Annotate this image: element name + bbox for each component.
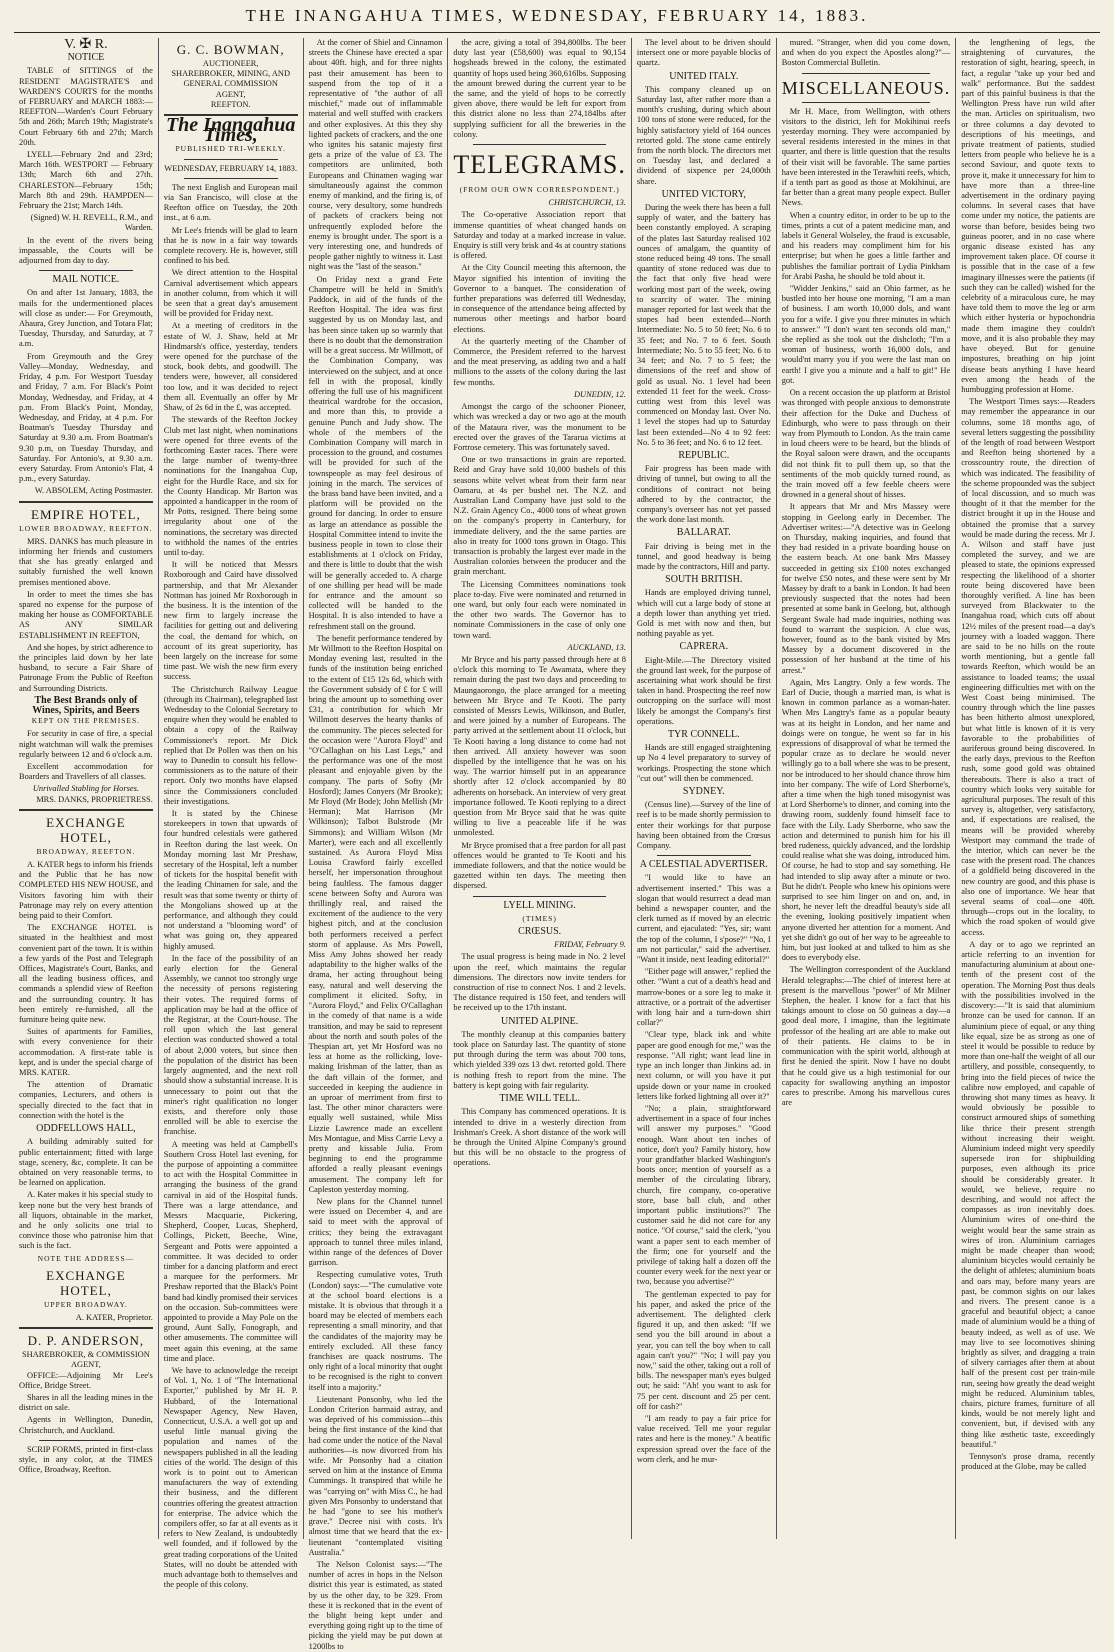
south-british-heading: SOUTH BRITISH.: [665, 574, 743, 586]
empire-hotel-stabling: Unrivalled Stabling for Horses.: [32, 784, 139, 794]
column-5: [631, 38, 776, 1539]
article: The next English and European mail via San Francisco, will close at the Reefton office on Tuesday, the 20th inst., at 6 a.m.: [163, 182, 298, 223]
exchange-hotel-body-5: A building admirably suited for public entertainment; fitted with large stage, scenery, &c, complete. It can be obtained on very reasonable terms, to be learned on application.: [19, 1137, 153, 1188]
celestial-advertiser-heading: A CELESTIAL ADVERTISER.: [639, 859, 768, 871]
dateline: CHRISTCHURCH, 13.: [548, 198, 626, 208]
article: At the corner of Shiel and Cinnamon streets the Chinese have erected a spar about 40ft. high, and for three nights past their amusement has been to suspend from the top of it a representative of "the author of all mischief," made out of inflammable material and well stuffed with crackers and other explosives. At this they shy lighted packets of crackers, and the one who ignites his satanic majesty first gets a prize of the value of £3. The competitors are unlimited, both Europeans and Chinamen waging war simultaneously against the common enemy of mankind, and the firing is, of course, very desultory, some hundreds of packets of crackers being not unfrequently exploded before the enemy is brought under. The sport is a very interesting one, and hundreds of people gather nightly to witness it. Last night was the "last of the season.": [308, 38, 443, 272]
united-victory-heading: UNITED VICTORY,: [661, 188, 747, 200]
mining-report: (Census line).—Survey of the line of reef is to be made shortly permission to enter their workings for that purpose having been obtained from the Crœsus Company.: [636, 800, 771, 851]
republic-heading: REPUBLIC.: [678, 449, 730, 461]
divider: [473, 144, 606, 145]
mining-report: The usual progress is being made in No. 2 level upon the reef, which maintains the regular dimensions. The directors now invite tenders for construction of rise to connect Nos. 1 and 2 levels. The distance required is 150 feet, and tenders will be received up to the 17th instant.: [453, 952, 626, 1013]
telegram: Amongst the cargo of the schooner Pioneer, which was wrecked a day or two ago at the mouth of the Mataura river, was the monument to be erected over the graves of the Tararua victims at Fortrose cemetery. This was fortunately saved.: [453, 402, 626, 452]
lyell-mining-heading: LYELL MINING.: [503, 899, 576, 911]
article: Lieutenant Ponsonby, who led the London Criterion barmaid astray, and was deprived of his commission—this being the first instance of the kind that had come under the notice of the Naval authorities—is now divorced from his wife. Mr Ponsonby had a citation served on him at the instance of Emma Cummings. It transpired that while he was "carrying on" with Miss C., he had given Mrs Ponsonby to understand that he had "gone to see his mother's grave." Decree nisi with costs. It's almost time that we heard that the ex-lieutenant "contemplated visiting Australia.": [308, 1394, 443, 1557]
notice-rivers: In the event of the rivers being impassable, the Courts will be adjourned from day to day.: [19, 235, 153, 266]
dateline: DUNEDIN, 12.: [574, 389, 626, 399]
exchange-hotel-body-4: The attention of Dramatic companies, Lecturers, and others is specially directed to the fact that in connection with the hotel is the: [19, 1080, 153, 1120]
column-4: [447, 38, 631, 1539]
united-italy-heading: UNITED ITALY.: [669, 70, 739, 82]
article: It appears that Mr and Mrs Massey were stopping in Geelong early in December. The Advertiser writes:—"A detective was in Geelong on Thursday, making inquiries, and found that they had resided in a private boarding house on the eastern beach. At one bank Mrs Massey succeeded in getting six £100 notes exchanged for twelve £50 notes, and these were sent by Mr Massey by draft to a bank in London. It had been previously suspected that the notes had been presented at some bank in Geelong, but, although Sergeant Swale had made inquiries, nothing was found to warrant the suspicion. A clue was, however, found as to the bank visited by Mrs Massey by a document discovered in the possession of her husband at the time of his arrest.": [781, 502, 951, 675]
article: A day or to ago we reprinted an article referring to an invention for manufacturing aluminium at about one-tenth of the present cost of the operation. The Morning Post thus deals with the possibilities involved in the discovery:—"It is said that aluminium bronze can be used for cannon. If an aluminium piece of equal, or any thing like equal, size be as strong as one of steel it would be possible to reduce by more than one-half the weight of all our artillery, and possible, consequently, to bring into the field pieces of twice the calibre now employed, and capable of throwing shot many times as heavy. It would obviously be possible to construct armoured ships of something like thrice their present strength without increasing their weight. Aluminium indeed might very speedily supersede iron for shipbuilding purposes, even although its price should be considerably greater. It would, we believe, require no describing, and would not affect the compasses as iron inevitably does. Aluminium wires of one-third the weight would bear the same strain as wires of iron. Aluminium carriages might be made cheaper than wood; aluminium bicycles would certainly be the delight of athletes; aluminium boats and oars may, before many years are past, be common sights on our lakes and rivers. The present canoe is a graceful and beautiful object; a canoe made of aluminium would be a thing of beauty indeed, as well as of use. We may live to see locomotives shining brightly as silver, and dragging a train of silvery carriages after them at about half of the present cost per train-mile run, seeing how greatly the dead weight might be reduced. Aluminium tables, chairs, picture frames, furniture of all kinds, would be not merely light and convenient, but, if devised with any thing like æsthetic taste, exceedingly beautiful.": [961, 939, 1095, 1449]
divider: [802, 102, 931, 103]
croesus-heading: CRŒSUS.: [518, 926, 562, 938]
article: Mr Lee's friends will be glad to learn that he is now in a fair way towards complete recovery. He is, however, still confined to his bed.: [163, 225, 298, 266]
mail-notice-title: MAIL NOTICE.: [52, 274, 120, 286]
paper-dateline: WEDNESDAY, FEBRUARY 14, 1883.: [164, 163, 298, 173]
article: "Either page will answer," replied the other. "Want a cut of a death's head and marrow-bones or a sore leg to make it attractive, or a portrait of the advertiser with long hair and a turn-down shirt collar?": [636, 967, 771, 1028]
mining-report: Hands are still engaged straightening up No 4 level preparatory to survey of workings. Prospecting the stone which "cut out" will then be commenced.: [636, 743, 771, 783]
column-7: [955, 38, 1100, 1539]
tyr-connell-heading: TYR CONNELL.: [667, 729, 740, 740]
mining-report: Fair driving is being met in the tunnel, and good headway is being made by the contractors, Hill and party.: [636, 541, 771, 571]
exchange-hotel-body: A. KATER begs to inform his friends and the Public that he has now COMPLETED HIS NEW HOUSE, and Visitors favoring him with their Patronage may rely on every attention being paid to their Comfort.: [19, 860, 153, 921]
article: On Friday next a grand Fete Champetre will be held in Smith's Paddock, in aid of the funds of the Reefton Hospital. The idea was first suggested by us on Monday last, and has been since taken up so warmly that there is no doubt that the demonstration will be a great success. Mr Willmott, of the Combination Company, was interviewed on the subject, and at once fell in with the proposal, kindly offering the full use of his magnificent theatrical wardrobe for the occasion, and more than this, to provide a genuine Punch and Judy show. The whole of the members of the Combination Company will march in procession to the ground, and costumes will be provided for such of the townspeople as may feel desirous of joining in the march. The services of the brass band have been invited, and a platform will be provided on the ground for dancing. In order to ensure as large an attendance as possible the Hospital Committee intend to invite the business people in town to close their establishments at 1 o'clock on Friday, and there is little to doubt that the wish will be generally acceded to. A charge of one shilling per head will be made for entrance and the amount so collected will be handed to the Hospital. It is also intended to have a refreshment stall on the ground.: [308, 274, 443, 631]
article: It is stated by the Chinese storekeepers in town that upwards of four hundred celestials were gathered in Reefton during the last week. On Monday morning last Mr Preshaw, secretary of the Hospital, left a number of tickets for the hospital benefit with the leading Chinamen for sale, and the result was that some twenty or thirty of the Mongolians showed up at the performance, and although they could not understand a "blooming word" of what was going on, they appeared highly amused.: [163, 809, 298, 951]
telegrams-subheading: (FROM OUR OWN CORRESPONDENT.): [459, 185, 620, 195]
scrip-forms: SCRIP FORMS, printed in first-class style, in any color, at the TIMES Office, Broadway, Reefton.: [19, 1444, 153, 1475]
anderson-subtitle: SHAREBROKER, & COMMISSION AGENT,: [22, 1350, 150, 1370]
telegram: One or two transactions in grain are reported. Reid and Gray have sold 10,000 bushels of this seasons white velvet wheat from their farm near Oamaru, at 4s per bushel net. The N.Z. and Australian Land Company have just sold to the N.Z. Grain Agency Co., 4000 tons of wheat grown on the company's property in Canterbury, for immediate delivery, and the the same parties are also in treaty for 1000 tons grown in Otago. This transaction is probably the largest ever made in the Australian colonies between the producer and the grain merchant.: [453, 455, 626, 577]
article: When a country editor, in order to be up to the times, prints a cut of a patent medicine man, and labels it General Wolseley, the fraud is excusable, and his readers may compliment him for his enterprise; but when he goes a little farther and publishes the familiar portrait of Lydia Pinkham for Arabi Pasha, he should be told about it.: [781, 210, 951, 281]
exchange-hotel-note: NOTE THE ADDRESS—: [37, 1253, 135, 1263]
divider: [19, 1327, 153, 1329]
paper-title: The Inangahua Times,: [165, 114, 296, 147]
article: Mr H. Mace, from Wellington, with others visitors to the district, left for Mokihinui reefs yesterday morning. They were accompanied by several residents interested in the mines in that quarter, and there is little question that the results of their visit will be favorable. The same parties have been interested in the Terawhiti reefs, which, if a tenth part as good as those at Mokihinui, are far better than a great many people expect. Buller News.: [781, 106, 951, 208]
divider: [39, 1440, 133, 1441]
bowman-line: SHAREBROKER, MINING, AND: [171, 69, 291, 79]
exchange-hotel-title: EXCHANGE HOTEL,: [46, 814, 126, 845]
article: The Nelson Colonist says:—"The number of acres in hops in the Nelson district this year is estimated, as stated by us the other day, to be 329. From these it is reckoned that in the event of the blight being kept under and everything going right up to the time of picking the yield may be put down at 1200lbs to: [308, 1560, 443, 1651]
column-6: [776, 38, 956, 1539]
article: "No; a plain, straightforward advertisement in a space of four inches will answer my purposes." "Good enough. Want about ten inches of notice, don't you? Family history, how your grandfather blacked Washington's boots once; mention of yourself as a member of the circulating library, church, fire company, co-operative store, base ball club, and other important public institutions?" The customer said he did not care for any notice. "Of course," said the clerk, "you want a paper sent to each member of the firm; one for yourself and the privilege of taking half a dozen off the counter every week for the next year or two, because you advertise?": [636, 1103, 771, 1287]
divider: [19, 809, 153, 811]
article: The Christchurch Railway League (through its Chairman), telegraphed last Wednesday to the Colonial Secretary to enquire when they would be enabled to obtain a copy of the Railway Commissioner's report. Mr Dick replied that Dr Pollen was then on his way to Dunedin to consult his fellow-commissioners as to the nature of their report. Only two months have elapsed since the Commissioners concluded their investigations.: [163, 684, 298, 806]
miscellaneous-heading: MISCELLANEOUS.: [781, 77, 951, 98]
united-alpine-heading: UNITED ALPINE.: [501, 1015, 579, 1027]
empire-hotel-body-2: In order to meet the times she has spared no expense for the purpose of making her house as COMFORTABLE AS ANY SIMILAR ESTABLISHMENT IN REEFTON,: [19, 589, 153, 640]
article: "Clear type, black ink and white paper are good enough for me," was the response. "All right; want lead line in type an inch longer than Jinkins ad. in next column, or will you have it put upside down or your name in crooked letters like forked lightning all over it?": [636, 1030, 771, 1101]
empire-hotel-body-3: And she hopes, by strict adherence to the principles laid down by her late husband, to secure a Fair Share of Patronage From the Public of Reefton and Surrounding Districts.: [19, 642, 153, 693]
telegram: At the City Council meeting this afternoon, the Mayor signified his intention of inviting the Governor to a banquet. The consideration of further preparations was deferred till Wednesday, in consequence of the attendance being affected by numerous other meetings and harbor board elections.: [453, 263, 626, 334]
column-2: [158, 38, 303, 1590]
notice-sittings: TABLE of SITTINGS of the RESIDENT MAGISTRATE'S and WARDEN'S COURTS for the months of FEBRUARY and MARCH 1883:— REEFTON—Warden's Court February 5th and 26th; March 19th; Magistrate's Court February 6th and 27th; March 20th.: [19, 66, 153, 147]
divider: [184, 159, 278, 160]
column-1: [14, 38, 158, 1539]
caprera-heading: CAPRERA.: [679, 641, 729, 653]
article: New plans for the Channel tunnel were issued on December 4, and are said to meet with the approval of critics; they being the extravagant approach to tunnel three miles inland, within range of the defences of Dover garrison.: [308, 1196, 443, 1268]
article: The stewards of the Reefton Jockey Club met last night, when nominations were opened for three events of the forthcoming Easter races. There were the large number of twenty-three nominations for the Inangahua Cup, eight for the Hurdle Race, and six for the County Handicap. Mr Barton was appointed a handicapper in the room of Mr Potts, resigned. There being some irregularity about one of the nominations, the secretary was directed to withhold the names of the entries until to-day.: [163, 415, 298, 557]
mail-notice-body: On and after 1st January, 1883, the mails for the undermentioned places will close as under:— For Greymouth, Ahaura, Grey Junction, and Totara Flat; Tuesday, Thursday, and Saturday, at 7 a.m.: [19, 288, 153, 349]
article: "Widder Jenkins," said an Ohio farmer, as he bustled into her house one morning, "I am a man of business. I am worth 10,000 dols, and want you for a wife. I give you three minutes in which to answer." "I don't want ten seconds old man," she replied as she took out the dishcloth; "I'm a woman of business, worth 16,000 dols, and would'nt marry you if you were the last man on earth! I give you a minute and a half to git!" He got.: [781, 284, 951, 385]
exchange-hotel-address-2: UPPER BROADWAY.: [44, 1299, 128, 1309]
notice-title: NOTICE: [67, 52, 105, 64]
column-3: [303, 38, 448, 1651]
empire-hotel-body-4: For security in case of fire, a special night watchman will walk the premises regularly between 12 and 6 o'clock a.m.: [19, 729, 153, 759]
mining-report: Hands are employed driving tunnel, which will cut a large body of stone at a depth lower than anything yet tried. Gold is met with now and then, but nothing payable as yet.: [636, 588, 771, 639]
ballarat-heading: BALLARAT.: [676, 527, 731, 539]
article: Again, Mrs Langtry. Only a few words. The Earl of Ducie, though a married man, is what is known in common parlance as a woman-hater. When Mrs Langtry's fame as a popular beauty was at its height in London, and her name and doings were on tongue, he went so far in his expressions of disapproval of what he termed the popular craze as to declare he would never willingly go to a ball where she was to be present, nor be introduced to her should chance throw him into her company. The wife of Lord Sherborne's, after a time when the high toned misogynist was at Lord Sherborne's to dinner, and coming into the drawing room, suddenly found himself face to face with the Lily. Lady Sherborne, who saw the action and determined to punish him for his ill bred rudeness, quickly advanced, and the lordship could realise what she was doing, introduced him. Of course, he had to stop and say something. He had intended to slip away after a minute or two. But he didn't. People who knew his opinions were surprised to see him linger on and on, and, in short, he never left the dreadful beauty's side all the evening, looking positively impatient when anyone diverted her attention for a moment. And yet she didn't go out of her way to be agreeable to him, but just looked at and talked to him as she does to everybody else.: [781, 677, 951, 963]
mining-report: During the week there has been a full supply of water, and the battery has been constantly employed. A scraping of the plates last Saturday realised 102 ounces of amalgam, the quantity of stone reduced being 49 tons. The small quantity of stone reduced was due to the fact that only five head were working most part of the week, owing to scarcity of water. The mining manager reported for last week that the stopes had been extended—North Intermediate: No. 5 to 50 feet; No. 6 to 35 feet; and No. 7 to 6 feet. South Intermediate; No. 5 to 55 feet; No. 6 to 34 feet; and No. 7 to 5 feet; the dimensions of the reef and show of gold as usual. No. 1 level had been extended 11 feet for the week. Cross-cutting west from this level was commenced on Monday last. Over No. 1 level the stopes had up to Saturday last been extended—No 4 to 92 feet: No. 5 to 36 feet; and No. 6 to 12 feet.: [636, 203, 771, 447]
article: On a recent occasion the up platform at Bristol was thronged with people anxious to demonstrate their affection for the Duke and Duchess of Edinburgh, who were to pass through on their way from Plymouth to London. As the train came in loud cheers were to be heard, but the blinds of the Royal saloon were drawn, and the occupants did not think fit to pull them up, so that the sentiments of the mob quickly turned round, as the train moved off a few feeble cheers were drowned in a general shout of hisses.: [781, 388, 951, 500]
anderson-body: OFFICE:—Adjoining Mr Lee's Office, Bridge Street.: [19, 1370, 153, 1390]
article: the lengthening of legs, the straightening of curvatures, the restoration of sight, hearing, speech, in fact, a regular "take up your bed and walk" performance. But the saddest part of this painful business is that the Wellington Press have run wild after the man. Articles on spiritualism, two or three columns a day devoted to descriptions of his meetings, and private treatment of patients, studied letters from people who believe he is a second Saviour, and quote texts to prove it, make it unnecessary for him to have more than a three-line advertisement in the ordinary paying columns. In several cases that have come under my notice, the patients are worse than before, besides being two guineas poorer, and in no case where organic disease existed has any improvement taken place. Of course it is possible that in the case of a few imaginary illnesses were the patients (if such they can be called) wished for the celebrity of a miraculous cure, he may have told them to move the leg or arm which either hysteria or hypochondria made them imagine they couldn't move, and it is also probable they may have obeyed. But for genuine impostures, breathing on hip joint disease beats anything I have heard even among the heads of the humbugging profession at Home.: [961, 38, 1095, 394]
mining-report: The level about to be driven should intersect one or more payable blocks of quartz.: [636, 38, 771, 68]
masthead-rule: [14, 32, 1100, 33]
article: Respecting cumulative votes, Truth (London) says:—"The cumulative vote at the school board elections is a mistake. It is obvious that through it a board may be elected of members each representing a small minority, and that the candidates of the majority may be entirely excluded. All these fancy franchises are quack nostrums. The only right of a local minority that ought to be recognised is the right to convert itself into a majority.": [308, 1270, 443, 1392]
exchange-hotel-address: BROADWAY, REEFTON.: [36, 846, 136, 856]
article: A meeting was held at Campbell's Southern Cross Hotel last evening, for the purpose of appointing a committee to act with the Hospital Committee in arranging the business of the grand carnival in aid of the Hospital funds. There was a large attendance, and Messrs Macquarie, Pickering, Shepherd, Cooper, Lucas, Shepherd, Collings, Pickett, Beeche, Wine, Sergeant and Potts were appointed a committee. It was decided to order timber for a dancing platform and erect a marquee for the performers. Mr Preshaw reported that the Black's Point band had kindly promised their services on the occasion. Sub-committees were appointed to provide a May Pole on the ground, Aunt Sally, Fonograph, and other amusements. The committee will meet again this evening, at the same time and place.: [163, 1139, 298, 1363]
article: The benefit performance tendered by Mr Willmott to the Reefton Hospital on Monday evening last, resulted in the funds of the institution being enriched to the extent of £15 12s 6d, which with the Government subsidy of £ for £ will bring the amount up to something over £31, a contribution for which Mr Willmott deserves the hearty thanks of the community. The pieces selected for the occasion were "Aurora Floyd" and "O'Callaghan on his Last Legs," and the performance was one of the most pleasant and enjoyable given by the company. The parts of Softy (Mr Hosford); James Conyers (Mr Brooke); Mr Floyd (Mr Bode); John Mellish (Mr Herman); Mat Harrison (Mr Wilkinson); Talbot Bulstrode (Mr Simmons); and William Wilson (Mr Marter), were each and all excellently sustained. As Aurora Floyd Miss Louisa Crawford fairly excelled herself, her impersonation throughout being faultless. The famous dagger scene between Softy and Aurora was thrillingly real, and raised the excitement of the audience to the very highest pitch, and at the conclusion both performers received a perfect storm of applause. As Mrs Powell, Miss Amy Johns showed her ready adaptability to the higher walks of the drama, her acting throughout being easy, natural and well deserving the compliment it elicited. Softy, in "Aurora Floyd," and Felix O'Callaghan in the comedy of that name is a wide transition, and may be said to represent about the north and south poles of the Thespian art, yet Mr Hosford was no less at home as the rollicking, love-making Irishman of the latter, than as the daft villain of the former, and succeeded in keeping the audience in an uproar of merriment from first to last. The other minor characters were equally well sustained, while Miss Lizzie Lawrence made an excellent Mrs Montague, and Miss Carrie Levy a pretty and kissable Julia. From beginning to end the programme afforded a really pleasant evenings amusement. The company left for Capleston yesterday morning.: [308, 633, 443, 1194]
bowman-line: AGENT,: [215, 89, 246, 99]
anderson-body-2: Shares in all the leading mines in the district on sale.: [19, 1392, 153, 1413]
anderson-body-3: Agents in Wellington, Dunedin, Christchurch, and Auckland.: [19, 1415, 153, 1435]
divider: [473, 896, 606, 897]
mining-report: This Company has commenced operations. It is intended to drive in a westerly direction from Irishman's Creek. A short distance of the work will be through the United Alpine Company's ground but this will be no obstacle to the progress of operations.: [453, 1107, 626, 1168]
paper-subtitle: PUBLISHED TRI-WEEKLY.: [175, 144, 286, 154]
masthead: THE INANGAHUA TIMES, WEDNESDAY, FEBRUARY 14, 1883.: [245, 6, 869, 25]
divider: [19, 501, 153, 503]
article: It will be noticed that Messrs Roxborough and Caird have dissolved partnership, and that Mr Alexander Nottman has joined Mr Roxborough in the business. It is the intention of the new firm to largely increase the facilities for getting out and delivering the coal, the demand for which, on account of its great superiority, has been largely on the increase for some time past. We wish the new firm every success.: [163, 560, 298, 682]
divider: [802, 73, 931, 74]
mail-notice-signature: W. ABSOLEM, Acting Postmaster.: [34, 486, 153, 496]
lyell-mining-sub: (TIMES): [522, 913, 557, 923]
bowman-line: AUCTIONEER,: [202, 59, 259, 68]
telegram: The Co-operative Association report that immense quantities of wheat changed hands on Saturday and today at a marked increase in value. Enquiry is still very brisk and 4s at country stations is offered.: [453, 210, 626, 261]
oddfellows-hall: ODDFELLOWS HALL,: [36, 1123, 136, 1135]
mail-notice-body-2: From Greymouth and the Grey Valley—Monday, Wednesday, and Friday, 4 p.m. For Westport Tuesday and Friday, 7 a.m. For Black's Point Monday, Wednesday, and Friday, at 4 p.m. From Black's Point, Monday, Wednesday, and Friday, at 4 p.m. For Boatman's Tuesday Thursday and Saturday at 9.30 a.m. From Boatman's 9.30 p.m, on Tuesday Thursday, and Saturday. For Antonio's, at 9.30 a.m. every Saturday. From Antonio's Flat, 4 p.m., every Saturday.: [19, 351, 153, 484]
empire-hotel-signature: MRS. DANKS, PROPRIETRESS.: [36, 794, 153, 804]
exchange-hotel-title-2: EXCHANGE HOTEL,: [46, 1267, 126, 1298]
article: The Westport Times says:—Readers may remember the appearance in our columns, some 18 months ago, of several letters suggesting the possibility of the length of road between Westport and Reefton being shortened by a crosscountry route, the direction of which was indicated. The feasibility of the scheme propounded was the subject of local discussion, and so much was thought of it that the member for the district brought it up in the House and obtained the promise that a survey would be made during the recess. Mr J. A. Wilson and staff have just completed the survey, and we are pleased to state, the opinions expressed respecting the likelihood of a shorter route being discovered have been thoroughly verified. A line has been surveyed from Blackwater to the Inangahua road, which cuts off about 12½ miles of the present road—a day's journey with a loaded waggon. There are said to be no hills on the route worth mentioning, but a gentle fall towards Reefton, which would be an assistance to loaded teams; the usual engineering difficulties met with on the West Coast being minimised. The country through which the line passes has been hitherto almost unexplored, but what little is known of it is very favorable to the probabilities of auriferous ground being discovered. In the early days, previous to the Reefton rush, some good gold was obtained thereabouts. There is also a tract of country which looks very suitable for agricultural purposes. The result of this survey is, altogether, very satisfactory, and, if expectations are realised, the means will be provided whereby Westport may command the trade of the interior, which can never be the case with the present road. The chances of a goldfield being discovered in the new country are good, and this phase is also one of importance. We hear that several seams of coal—one 40ft. through—crops out in the locality, to which the road spoken of would give access.: [961, 397, 1095, 937]
time-will-tell-heading: TIME WILL TELL.: [499, 1093, 580, 1105]
sydney-heading: SYDNEY.: [682, 786, 725, 798]
mining-report: Eight-Mile.—The Directory visited the ground last week, for the purpose of ascertaining what work should be first taken in hand. Prospecting the reef now outcropping on the surface will most likely be amongst the Company's first operations.: [636, 655, 771, 726]
article: We direct attention to the Hospital Carnival advertisement which appears in another column, from which it will be seen that a great day's amusement will be provided for Friday next.: [163, 268, 298, 319]
dateline: FRIDAY, February 9.: [554, 940, 626, 950]
divider: [184, 178, 278, 179]
empire-hotel-title: EMPIRE HOTEL,: [31, 506, 141, 522]
divider: [657, 855, 751, 856]
anderson-title: D. P. ANDERSON,: [27, 1333, 145, 1349]
article: We have to acknowledge the receipt of Vol. 1, No. 1 of "The International Exporter," published by Mr H. P. Hubbard, of the International Newspaper Agency, New Haven, Connecticut, U.S.A. a well got up and useful little manual giving the population and names of the newspapers published in all the leading cities of the world. The design of this work is to point out to American manufacturers the way of extending their business, and the different countries offering the greatest attraction for enterprise. The advice which the compilers offer, so far at all events as it refers to New Zealand, is undoubtedly well founded, and if followed by the great trading corporations of the United States, will no doubt be attended with much advantage both to themselves and the people of this colony.: [163, 1365, 298, 1590]
article: At a meeting of creditors in the estate of W. J. Shaw, held at Mr Hindmarsh's office, yesterday, tenders were opened for the purchase of the stock, book debts, and goodwill. The tenders were, however, all considered too low, and it was decided to reject them all. Eventually an offer by Mr Shaw, of 2s 6d in the £, was accepted.: [163, 321, 298, 413]
exchange-hotel-body-6: A. Kater makes it his special study to keep none but the very best brands of all liquors, obtainable in the market, and he only solicits one trial to convince those who patronise him that such is the fact.: [19, 1190, 153, 1251]
notice-sittings-2: LYELL—February 2nd and 23rd; March 16th. WESTPORT — February 13th; March 6th and 27th. CHARLESTON—February 15th; March 8th and 29th. HAMPDEN—February the 21st; March 14th.: [19, 150, 153, 211]
telegram: Mr Bryce and his party passed through here at 8 o'clock this morning to Te Awamata, where they remain during the past two days and proceeding to Maungaorongo, the place arranged for a meeting between Mr Bryce and Te Kooti. The party consisted of Messrs Lewis, Wilkinson, and Butler, and were joined by a number of Europeans. The party arrived at the settlement about 11 o'clock, but Te Kooti having a long distance to come had not then arrived. All anxiety however was soon dispelled by the intelligence that he was on his way. The warrior himself put in an appearance shortly after 12 o'clock accompanied by 80 adherents on horseback. An interview of very great importance followed. Te Kooti replying to a direct question from Mr Bryce said that he was quite willing to live a peaceable life if he was unmolested.: [453, 654, 626, 838]
empire-hotel-kept: KEPT ON THE PREMISES.: [31, 716, 141, 726]
exchange-hotel-body-3: Suites of apartments for Families, with every convenience for their accommodation. A first-rate table is kept, and is under the special charge of MRS. KATER.: [19, 1027, 153, 1078]
bowman-title: G. C. BOWMAN,: [176, 42, 285, 57]
telegrams-heading: TELEGRAMS.: [453, 150, 626, 180]
article: "I would like to have an advertisement inserted." This was a slogan that would resurrect a dead man behind a newspaper counter, and the clerk turned as if moved by an electric current, and ejaculated: "Yes, sir; want the top of the column, I s'pose?" "No, I am not particular," said the advertiser. "Want it inside, next leading editorial?": [636, 873, 771, 965]
article: In the face of the possibility of an early election for the General Assembly, we cannot too strongly urge the necessity of persons registering their votes. The required forms of application may be had at the office of the Registrar, at the Court-house. The roll upon which the last general election was conducted showed a total of about 2,000 voters, but since then the population of the district has been largely augmented, and the next roll should show a substantial increase. It is unnecessary to point out that the miner's right qualification no longer exists, and therefore only those enrolled will be able to exercise the franchise.: [163, 953, 298, 1137]
article: Tennyson's prose drama, recently produced at the Globe, may be called: [961, 1452, 1095, 1472]
exchange-hotel-signature: A. KATER, Proprietor.: [75, 1312, 153, 1322]
exchange-hotel-body-2: The EXCHANGE HOTEL is situated in the healthiest and most convenient part of the town. It is within a few yards of the Post and Telegraph Offices, Magistrate's Court, Banks, and all the leading business offices, and commands a splendid view of Reefton and the surrounding country. It has been entirely re-furnished, all the furniture being quite new.: [19, 923, 153, 1025]
article: mured. "Stranger, when did you come down, and when do you expect the Apostles along?"—Boston Commercial Bulletin.: [781, 38, 951, 68]
mining-report: This company cleaned up on Saturday last, after rather more than a month's crushing, during which about 100 tons of stone were reduced, for the highly satisfactory yield of 164 ounces retorted gold. The stone came entirely from the north block. The directors met on Tuesday last, and declared a dividend of sixpence per 24,000th share.: [636, 84, 771, 186]
article: "I am ready to pay a fair price for value received. Tell me your regular rates and here is the money." A beatific expression spread over the face of the worn clerk, and he mur-: [636, 1414, 771, 1464]
telegram: Mr Bryce promised that a free pardon for all past offences would be granted to Te Kooti and his immediate followers, and that the notice would be gazetted within ten days. The meeting then dispersed.: [453, 840, 626, 891]
empire-hotel-brands: The Best Brands only of Wines, Spirits, and Beers: [32, 694, 140, 716]
mining-report: The monthly cleanup at this companies battery took place on Saturday last. The quantity of stone put through during the term was about 700 tons, which yielded 339 ozs 13 dwt. retorted gold. There is nothing fresh to report from the mine. The battery is kept going with fair regularity.: [453, 1029, 626, 1090]
columns: [14, 37, 1100, 1651]
empire-hotel-body: MRS. DANKS has much pleasure in informing her friends and customers that she has greatly enlarged and suitably furnished the well known premises mentioned above.: [19, 536, 153, 587]
empire-hotel-address: LOWER BROADWAY, REEFTON.: [19, 523, 153, 533]
notice-signature: (Signed) W. H. REVELL, R.M., and Warden.: [30, 213, 153, 233]
empire-hotel-body-5: Excellent accommodation for Boarders and Travellers of all classes.: [19, 762, 153, 782]
bowman-line: GENERAL COMMISSION: [183, 79, 278, 89]
article: The Wellington correspondent of the Auckland Herald telegraphs:—The chief of interest here at present is the marvellous "power" of Mr Milner Stephen, the healer. I know for a fact that his takings amount to close on 50 guineas a day—a good deal more, I imagine, than the legitimate professor of the healing art are able to make out of their patients. He claims to be in communication with the spirit world, although at first he denied the spirit. Now I have no doubt that he could give us a high testimonial for our capacity for swallowing anything an impostor cares to prescribe. Among his marvellous cures are: [781, 965, 951, 1108]
mining-report: Fair progress has been made with driving of tunnel, but owing to all the conditions of contract not being adhered to by the contractor, the company's overseer has not yet passed the work done last month.: [636, 464, 771, 525]
telegram: The Licensing Committees nominations took place to-day. Five were nominated and returned in one ward, but only four each were nominated in the other two wards. The Governor has to nominate Commissioners in the case of only one town ward.: [453, 579, 626, 640]
dateline: AUCKLAND, 13.: [567, 642, 626, 652]
article: the acre, giving a total of 394,800lbs. The beer duty last year (£58,600) was equal to 90,154 hogsheads brewed in the colony, the estimated quantity of hops used being 360,616lbs. Supposing the amount brewed during the current year to be the same, and the yield of hops to be correctly given above, there would be left for export from this district alone no less than 274,184lbs after supplying sufficient for all the breweries in the colony.: [453, 38, 626, 139]
bowman-line: REEFTON.: [210, 99, 251, 109]
telegram: At the quarterly meeting of the Chamber of Commerce, the President referred to the harvest and the meat preserving, as adding two and a half millions to the assets of the colony during the last few months.: [453, 336, 626, 387]
royal-crest: V. ✠ R.: [64, 37, 108, 52]
article: The gentleman expected to pay for his paper, and asked the price of the advertisement. The delighted clerk figured it up, and then asked: "If we send you the bill around in about a year, you can tell the boy when to call again can't you?" "No; I will pay you now," said the other, taking out a roll of bills. The newspaper man's eyes bulged out; he said: "Ah! you want to ask for 75 per cent. discount and 25 per cent. off for cash?": [636, 1289, 771, 1411]
divider: [39, 270, 133, 271]
